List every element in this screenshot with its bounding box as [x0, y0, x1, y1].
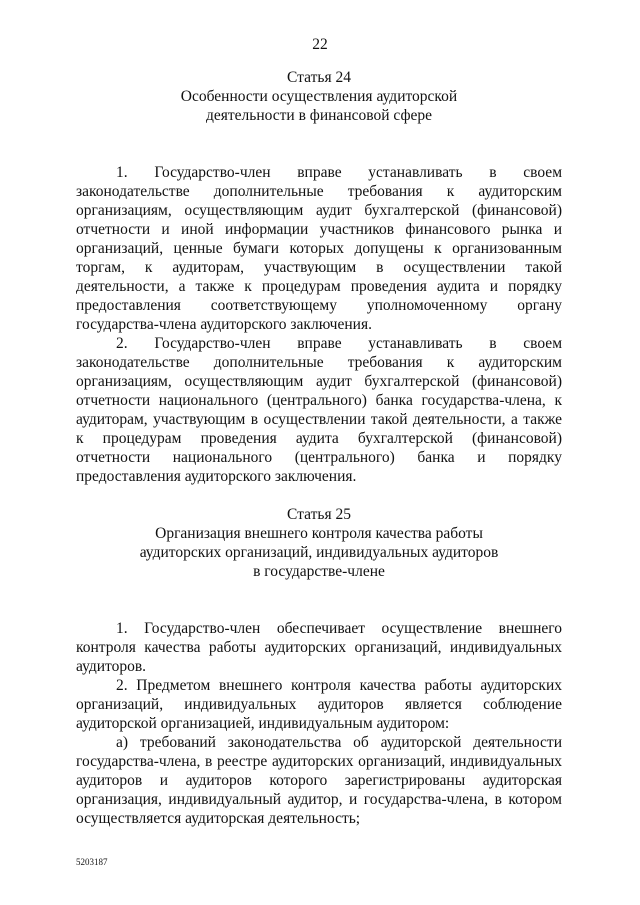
spacer — [76, 144, 562, 163]
document-body — [76, 68, 562, 828]
article-25-paragraph-2: 2. Предметом внешнего контроля качества работы аудиторских организаций, индивидуальных аудиторов является соблюдение аудиторской организацией, индивидуальным аудитором: — [76, 677, 562, 732]
article-24-title: Статья 24 — [287, 69, 351, 86]
article-24-heading-line-1: Особенности осуществления аудиторской — [180, 88, 458, 105]
article-25-heading-line-2: аудиторских организаций, индивидуальных аудиторов — [139, 544, 499, 561]
article-24-heading — [76, 68, 562, 125]
article-24-paragraph-2: 2. Государство-член вправе устанавливать в своем законодательстве дополнительные требования к аудиторским организациям, осуществляющим аудит бухгалтерской (финансовой) отчетности национального (центрального) банка государства-члена, к аудиторам, участвующим в осуществлении такой деятельности, а также к процедурам проведения аудита бухгалтерской (финансовой) отчетности национального (центрального) банка и порядку предоставления аудиторского заключения. — [76, 335, 562, 485]
article-25-heading-line-1: Организация внешнего контроля качества работы — [155, 525, 483, 542]
article-24-paragraph-1: 1. Государство-член вправе устанавливать в своем законодательстве дополнительные требования к аудиторским организациям, осуществляющим аудит бухгалтерской (финансовой) отчетности и иной информации участников финансового рынка и организаций, ценные бумаги которых допущены к организованным торгам, к аудиторам, участвующим в осуществлении такой деятельности, а также к процедурам проведения аудита и порядку предоставления соответствующему уполномоченному органу государства-члена аудиторского заключения. — [76, 164, 562, 333]
page-number: 22 — [312, 36, 328, 53]
article-25-heading-line-3: в государстве-члене — [253, 563, 385, 580]
article-25-paragraph-1: 1. Государство-член обеспечивает осуществление внешнего контроля качества работы аудиторских организаций, индивидуальных аудиторов. — [76, 620, 562, 675]
article-25-paragraph-3: а) требований законодательства об аудиторской деятельности государства-члена, в реестре аудиторских организаций, индивидуальных аудиторов и аудиторов которого зарегистрированы аудиторская организация, индивидуальный аудитор, и государства-члена, в котором осуществляется аудиторская деятельность; — [76, 734, 562, 827]
spacer — [76, 600, 562, 619]
document-code: 5203187 — [76, 857, 108, 867]
article-24-heading-line-2: деятельности в финансовой сфере — [206, 107, 432, 124]
article-25-title: Статья 25 — [287, 506, 351, 523]
spacer — [76, 486, 562, 505]
article-25-heading — [76, 505, 562, 581]
